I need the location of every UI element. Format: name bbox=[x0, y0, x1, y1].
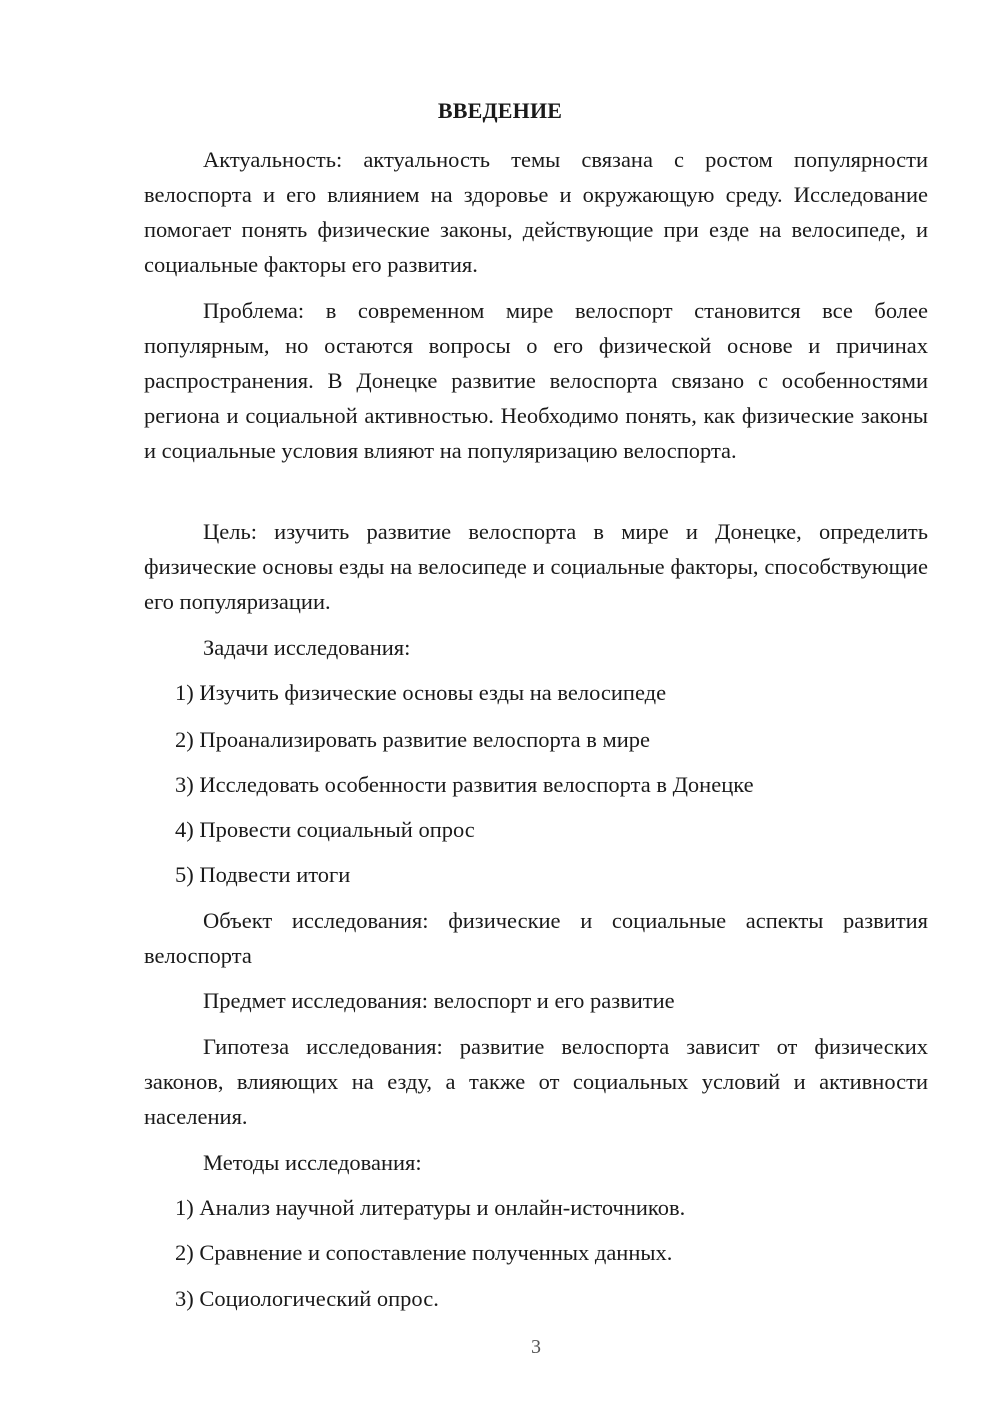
section-heading: ВВЕДЕНИЕ bbox=[437, 98, 563, 123]
task-item-4: 4) Провести социальный опрос bbox=[175, 817, 475, 842]
problem-paragraph: Проблема: в современном мире велоспорт становится все более популярным, но остаются вопросы о его физической основе и причинах распространения. В Донецке развитие велоспорта связано с особенностями региона и социальной активностью. Необходимо понять, как физические законы и социальные условия влияют на популяризацию велоспорта. bbox=[144, 298, 928, 463]
task-item-2: 2) Проанализировать развитие велоспорта в мире bbox=[175, 727, 650, 752]
method-item-1: 1) Анализ научной литературы и онлайн-источников. bbox=[175, 1195, 686, 1220]
subject-paragraph: Предмет исследования: велоспорт и его развитие bbox=[203, 988, 675, 1013]
hypothesis-paragraph: Гипотеза исследования: развитие велоспорта зависит от физических законов, влияющих на езду, а также от социальных условий и активности населения. bbox=[144, 1034, 928, 1129]
task-item-5: 5) Подвести итоги bbox=[175, 862, 351, 887]
method-item-2: 2) Сравнение и сопоставление полученных данных. bbox=[175, 1240, 673, 1265]
goal-paragraph: Цель: изучить развитие велоспорта в мире и Донецке, определить физические основы езды на велосипеде и социальные факторы, способствующие его популяризации. bbox=[144, 519, 928, 614]
method-item-3: 3) Социологический опрос. bbox=[175, 1286, 439, 1311]
page-number: 3 bbox=[531, 1336, 541, 1358]
tasks-heading: Задачи исследования: bbox=[203, 635, 411, 660]
task-item-3: 3) Исследовать особенности развития велоспорта в Донецке bbox=[175, 772, 754, 797]
relevance-paragraph: Актуальность: актуальность темы связана с ростом популярности велоспорта и его влиянием на здоровье и окружающую среду. Исследование помогает понять физические законы, действующие при езде на велосипеде, и социальные факторы его развития. bbox=[144, 147, 928, 277]
object-paragraph: Объект исследования: физические и социальные аспекты развития велоспорта bbox=[144, 908, 928, 968]
task-item-1: 1) Изучить физические основы езды на велосипеде bbox=[175, 680, 667, 705]
methods-heading: Методы исследования: bbox=[203, 1150, 422, 1175]
